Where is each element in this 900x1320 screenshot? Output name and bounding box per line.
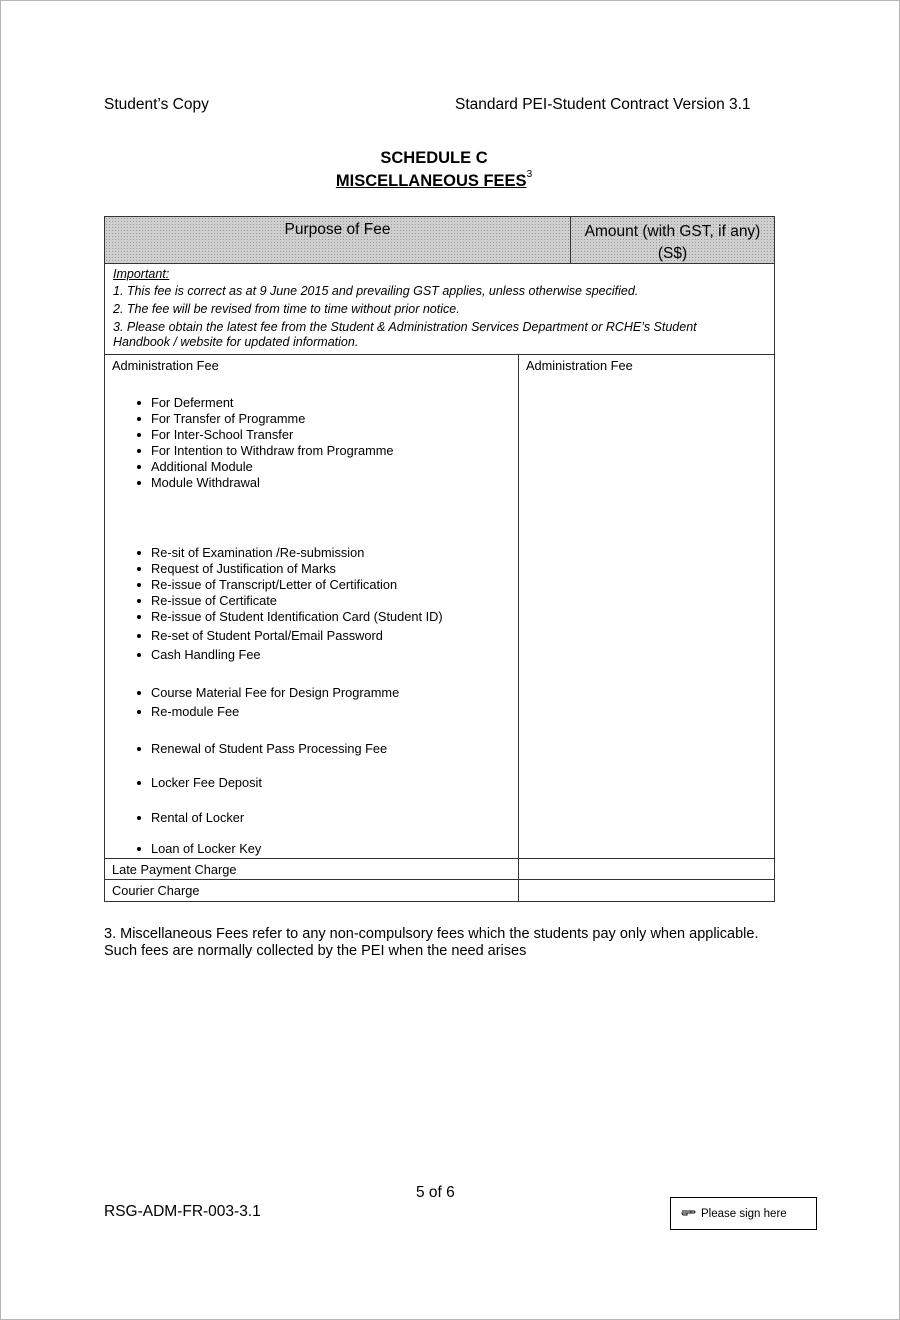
fee-item <box>137 395 234 410</box>
fee-item-label: Re-issue of Transcript/Letter of Certification <box>151 577 398 592</box>
fee-item-label: For Inter-School Transfer <box>151 427 294 442</box>
fee-item <box>137 704 239 719</box>
document-code: RSG-ADM-FR-003-3.1 <box>104 1203 261 1220</box>
bullet-icon <box>137 599 141 603</box>
administration-fee-cell <box>104 354 519 859</box>
pointing-hand-icon <box>681 1207 697 1220</box>
fee-item-label: For Deferment <box>151 395 234 410</box>
fee-item-label: Loan of Locker Key <box>151 841 262 856</box>
fee-item <box>137 685 399 700</box>
fee-item <box>137 545 364 560</box>
fee-item <box>137 810 244 825</box>
fee-item <box>137 741 387 756</box>
bullet-icon <box>137 847 141 851</box>
important-note-1: 1. This fee is correct as at 9 June 2015 and prevailing GST applies, unless otherwise specified. <box>113 284 639 298</box>
header-copy-label: Student’s Copy <box>104 96 209 113</box>
fee-item <box>137 593 277 608</box>
fee-item <box>137 459 253 474</box>
fee-item <box>137 775 262 790</box>
fee-item <box>137 427 293 442</box>
fee-item-label: Rental of Locker <box>151 810 245 825</box>
fee-item <box>137 475 260 490</box>
bullet-icon <box>137 691 141 695</box>
fee-item-label: Re-issue of Student Identification Card (Student ID) <box>151 609 443 624</box>
bullet-icon <box>137 551 141 555</box>
important-note-2: 2. The fee will be revised from time to time without prior notice. <box>113 301 460 316</box>
fee-item-label: For Intention to Withdraw from Programme <box>151 443 394 458</box>
fee-item <box>137 443 394 458</box>
header-contract-version: Standard PEI-Student Contract Version 3.1 <box>455 96 751 113</box>
footnote <box>104 926 804 960</box>
fee-item <box>137 577 397 592</box>
footnote-line-2: Such fees are normally collected by the PEI when the need arises <box>104 943 527 959</box>
footnote-line-1: 3. Miscellaneous Fees refer to any non-compulsory fees which the students pay only when applicable. <box>104 926 759 942</box>
fee-item <box>137 561 336 576</box>
fee-item-label: Module Withdrawal <box>151 475 260 490</box>
bullet-icon <box>137 433 141 437</box>
fee-item-label: Re-sit of Examination /Re-submission <box>151 545 365 560</box>
important-label: Important: <box>113 267 170 281</box>
page-number: 5 of 6 <box>416 1184 455 1201</box>
column-header-amount-line2: (S$) <box>657 245 688 262</box>
fee-item-label: Course Material Fee for Design Programme <box>151 685 400 700</box>
courier-charge-amount-cell <box>518 879 775 902</box>
fee-item-label: Re-set of Student Portal/Email Password <box>151 628 383 643</box>
late-payment-cell <box>104 858 519 880</box>
bullet-icon <box>137 634 141 638</box>
schedule-title: SCHEDULE C <box>380 149 488 167</box>
fee-item <box>137 411 305 426</box>
bullet-icon <box>137 465 141 469</box>
bullet-icon <box>137 653 141 657</box>
bullet-icon <box>137 401 141 405</box>
fee-item-label: For Transfer of Programme <box>151 411 306 426</box>
important-note-3: 3. Please obtain the latest fee from the Student & Administration Services Department or RCHE’s Student <box>113 320 697 334</box>
column-header-purpose: Purpose of Fee <box>104 216 571 264</box>
bullet-icon <box>137 449 141 453</box>
bullet-icon <box>137 567 141 571</box>
bullet-icon <box>137 816 141 820</box>
bullet-icon <box>137 615 141 619</box>
bullet-icon <box>137 583 141 587</box>
column-header-amount-line1: Amount (with GST, if any) <box>584 223 761 240</box>
bullet-icon <box>137 481 141 485</box>
bullet-icon <box>137 781 141 785</box>
fee-item-label: Cash Handling Fee <box>151 647 261 662</box>
administration-fee-amount-label: Administration Fee <box>526 358 633 373</box>
important-note-3-cont: Handbook / website for updated information. <box>113 334 359 349</box>
fee-item-label: Re-issue of Certificate <box>151 593 277 608</box>
sign-here-box[interactable] <box>670 1197 817 1230</box>
administration-fee-amount-cell <box>518 354 775 859</box>
courier-charge-label: Courier Charge <box>112 883 200 898</box>
fee-item-label: Additional Module <box>151 459 253 474</box>
sign-here-label: Please sign here <box>701 1207 787 1220</box>
administration-fee-label: Administration Fee <box>112 358 219 373</box>
fee-item <box>137 609 443 624</box>
courier-charge-cell <box>104 879 519 902</box>
fee-item-label: Request of Justification of Marks <box>151 561 336 576</box>
footnote-marker: 3 <box>526 169 533 180</box>
fee-item-label: Locker Fee Deposit <box>151 775 262 790</box>
fee-item <box>137 628 383 643</box>
schedule-subtitle-text: MISCELLANEOUS FEES <box>335 172 527 190</box>
fee-item-label: Renewal of Student Pass Processing Fee <box>151 741 388 756</box>
schedule-subtitle <box>0 169 868 191</box>
bullet-icon <box>137 417 141 421</box>
bullet-icon <box>137 710 141 714</box>
fee-item <box>137 647 261 662</box>
fee-item-label: Re-module Fee <box>151 704 240 719</box>
late-payment-label: Late Payment Charge <box>112 862 237 877</box>
column-header-amount <box>570 216 775 264</box>
late-payment-amount-cell <box>518 858 775 880</box>
bullet-icon <box>137 747 141 751</box>
important-notes <box>104 263 775 355</box>
fee-item <box>137 841 261 856</box>
